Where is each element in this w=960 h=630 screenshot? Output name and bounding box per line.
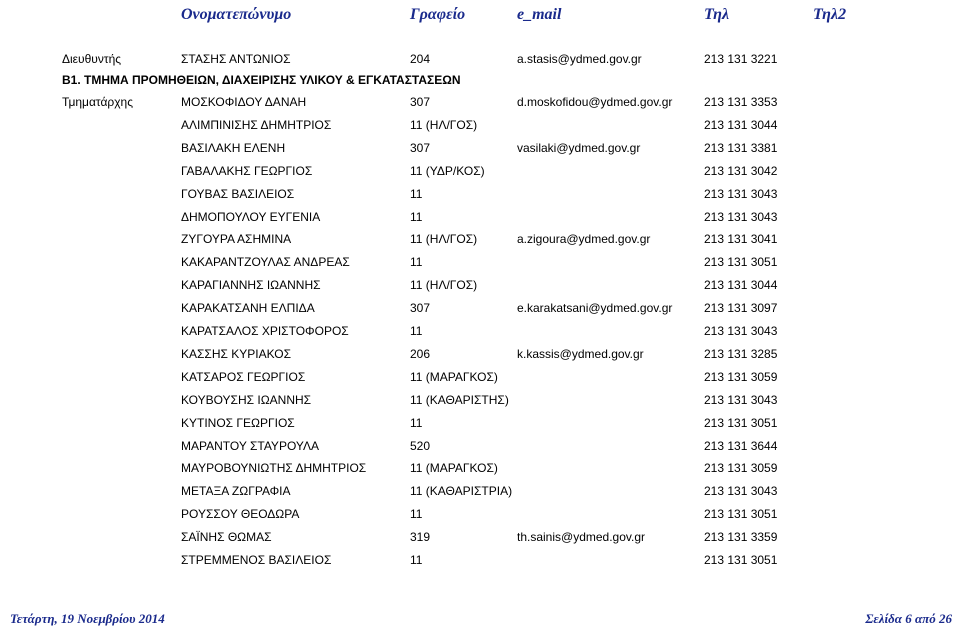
- office-cell: 204: [410, 52, 431, 66]
- name-cell: ΜΑΥΡΟΒΟΥΝΙΩΤΗΣ ΔΗΜΗΤΡΙΟΣ: [181, 461, 367, 476]
- table-row: [0, 253, 960, 271]
- office-cell: 307: [410, 140, 431, 155]
- phone-cell: 213 131 3644: [704, 438, 778, 453]
- table-row: [0, 391, 960, 409]
- email-cell: k.kassis@ydmed.gov.gr: [517, 346, 644, 361]
- office-cell: 11 (ΚΑΘΑΡΙΣΤΗΣ): [410, 392, 509, 407]
- name-cell: ΚΑΣΣΗΣ ΚΥΡΙΑΚΟΣ: [181, 346, 291, 361]
- section-title: Β1. ΤΜΗΜΑ ΠΡΟΜΗΘΕΙΩΝ, ΔΙΑΧΕΙΡΙΣΗΣ ΥΛΙΚΟΥ & ΕΓΚΑΤΑΣΤΑΣΕΩΝ: [62, 73, 461, 87]
- name-cell: ΖΥΓΟΥΡΑ ΑΣΗΜΙΝΑ: [181, 232, 292, 247]
- table-row: [0, 505, 960, 523]
- table-row: [0, 230, 960, 248]
- role-cell: Τμηματάρχης: [62, 95, 133, 109]
- office-cell: 11: [410, 553, 423, 567]
- phone-cell: 213 131 3059: [704, 369, 778, 384]
- phone-cell: 213 131 3043: [704, 392, 778, 407]
- phone-cell: 213 131 3051: [704, 553, 778, 567]
- phone-cell: 213 131 3043: [704, 209, 778, 224]
- office-cell: 319: [410, 530, 431, 545]
- phone-cell: 213 131 3042: [704, 163, 778, 178]
- email-cell: vasilaki@ydmed.gov.gr: [517, 140, 641, 155]
- office-cell: 11 (ΜΑΡΑΓΚΟΣ): [410, 369, 498, 384]
- name-cell: ΡΟΥΣΣΟΥ ΘΕΟΔΩΡΑ: [181, 507, 300, 522]
- name-cell: ΓΟΥΒΑΣ ΒΑΣΙΛΕΙΟΣ: [181, 186, 295, 201]
- phone-cell: 213 131 3041: [704, 232, 778, 247]
- office-cell: 11: [410, 209, 423, 224]
- table-row: [0, 482, 960, 500]
- office-cell: 11: [410, 324, 423, 338]
- name-cell: ΣΑΪΝΗΣ ΘΩΜΑΣ: [181, 530, 272, 545]
- name-cell: ΚΑΡΑΤΣΑΛΟΣ ΧΡΙΣΤΟΦΟΡΟΣ: [181, 324, 349, 338]
- phone-cell: 213 131 3043: [704, 186, 778, 201]
- table-row: [0, 139, 960, 157]
- table-row: [0, 299, 960, 317]
- name-cell: ΣΤΑΣΗΣ ΑΝΤΩΝΙΟΣ: [181, 52, 291, 66]
- table-row: [0, 322, 960, 340]
- email-cell: a.stasis@ydmed.gov.gr: [517, 52, 642, 66]
- name-cell: ΜΟΣΚΟΦΙΔΟΥ ΔΑΝΑΗ: [181, 95, 307, 109]
- table-row: [0, 528, 960, 546]
- name-cell: ΣΤΡΕΜΜΕΝΟΣ ΒΑΣΙΛΕΙΟΣ: [181, 553, 332, 567]
- office-cell: 11 (ΥΔΡ/ΚΟΣ): [410, 163, 485, 178]
- office-cell: 520: [410, 438, 431, 453]
- phone-cell: 213 131 3381: [704, 140, 778, 155]
- header-office: Γραφείο: [410, 6, 466, 23]
- table-row: [0, 414, 960, 432]
- name-cell: ΚΑΡΑΓΙΑΝΝΗΣ ΙΩΑΝΝΗΣ: [181, 278, 321, 293]
- phone-cell: 213 131 3359: [704, 530, 778, 545]
- office-cell: 11: [410, 255, 423, 270]
- name-cell: ΚΥΤΙΝΟΣ ΓΕΩΡΓΙΟΣ: [181, 415, 295, 430]
- name-cell: ΓΑΒΑΛΑΚΗΣ ΓΕΩΡΓΙΟΣ: [181, 163, 313, 178]
- office-cell: 11: [410, 415, 423, 430]
- phone-cell: 213 131 3353: [704, 95, 778, 109]
- phone-cell: 213 131 3051: [704, 507, 778, 522]
- name-cell: ΚΑΤΣΑΡΟΣ ΓΕΩΡΓΙΟΣ: [181, 369, 306, 384]
- office-cell: 307: [410, 95, 431, 109]
- header-email: e_mail: [517, 6, 562, 23]
- table-row: [0, 345, 960, 363]
- phone-cell: 213 131 3043: [704, 484, 778, 499]
- phone-cell: 213 131 3285: [704, 346, 778, 361]
- table-row: [0, 93, 960, 111]
- email-cell: e.karakatsani@ydmed.gov.gr: [517, 301, 673, 316]
- footer-page-number: Σελίδα 6 από 26: [865, 611, 952, 626]
- email-cell: d.moskofidou@ydmed.gov.gr: [517, 95, 673, 109]
- office-cell: 206: [410, 346, 431, 361]
- table-row: [0, 162, 960, 180]
- name-cell: ΔΗΜΟΠΟΥΛΟΥ ΕΥΓΕΝΙΑ: [181, 209, 321, 224]
- name-cell: ΜΕΤΑΞΑ ΖΩΓΡΑΦΙΑ: [181, 484, 291, 499]
- table-row: [0, 459, 960, 477]
- phone-cell: 213 131 3044: [704, 278, 778, 293]
- phone-cell: 213 131 3097: [704, 301, 778, 316]
- phone-cell: 213 131 3059: [704, 461, 778, 476]
- phone-cell: 213 131 3043: [704, 324, 778, 338]
- header-phone: Τηλ: [704, 6, 730, 23]
- office-cell: 307: [410, 301, 431, 316]
- phone-cell: 213 131 3221: [704, 52, 778, 66]
- office-cell: 11 (ΗΛ/ΓΟΣ): [410, 278, 478, 293]
- name-cell: ΚΑΚΑΡΑΝΤΖΟΥΛΑΣ ΑΝΔΡΕΑΣ: [181, 255, 350, 270]
- phone-cell: 213 131 3051: [704, 415, 778, 430]
- name-cell: ΜΑΡΑΝΤΟΥ ΣΤΑΥΡΟΥΛΑ: [181, 438, 320, 453]
- phone-cell: 213 131 3051: [704, 255, 778, 270]
- name-cell: ΑΛΙΜΠΙΝΙΣΗΣ ΔΗΜΗΤΡΙΟΣ: [181, 117, 332, 132]
- phone-cell: 213 131 3044: [704, 117, 778, 132]
- table-row: [0, 50, 960, 68]
- office-cell: 11: [410, 507, 423, 522]
- name-cell: ΚΑΡΑΚΑΤΣΑΝΗ ΕΛΠΙΔΑ: [181, 301, 315, 316]
- table-row: [0, 185, 960, 203]
- office-cell: 11: [410, 186, 423, 201]
- table-row: [0, 437, 960, 455]
- table-row: [0, 116, 960, 134]
- header-phone2: Τηλ2: [813, 6, 847, 23]
- name-cell: ΒΑΣΙΛΑΚΗ ΕΛΕΝΗ: [181, 140, 286, 155]
- table-row: [0, 276, 960, 294]
- table-row: [0, 368, 960, 386]
- table-row: [0, 551, 960, 569]
- table-row: [0, 208, 960, 226]
- office-cell: 11 (ΜΑΡΑΓΚΟΣ): [410, 461, 498, 476]
- header-name: Ονοματεπώνυμο: [181, 6, 292, 23]
- role-cell: Διευθυντής: [62, 52, 122, 66]
- footer-date: Τετάρτη, 19 Νοεμβρίου 2014: [10, 611, 165, 626]
- email-cell: a.zigoura@ydmed.gov.gr: [517, 232, 651, 247]
- office-cell: 11 (ΗΛ/ΓΟΣ): [410, 232, 478, 247]
- email-cell: th.sainis@ydmed.gov.gr: [517, 530, 646, 545]
- office-cell: 11 (ΚΑΘΑΡΙΣΤΡΙΑ): [410, 484, 513, 499]
- name-cell: ΚΟΥΒΟΥΣΗΣ ΙΩΑΝΝΗΣ: [181, 392, 312, 407]
- office-cell: 11 (ΗΛ/ΓΟΣ): [410, 117, 478, 132]
